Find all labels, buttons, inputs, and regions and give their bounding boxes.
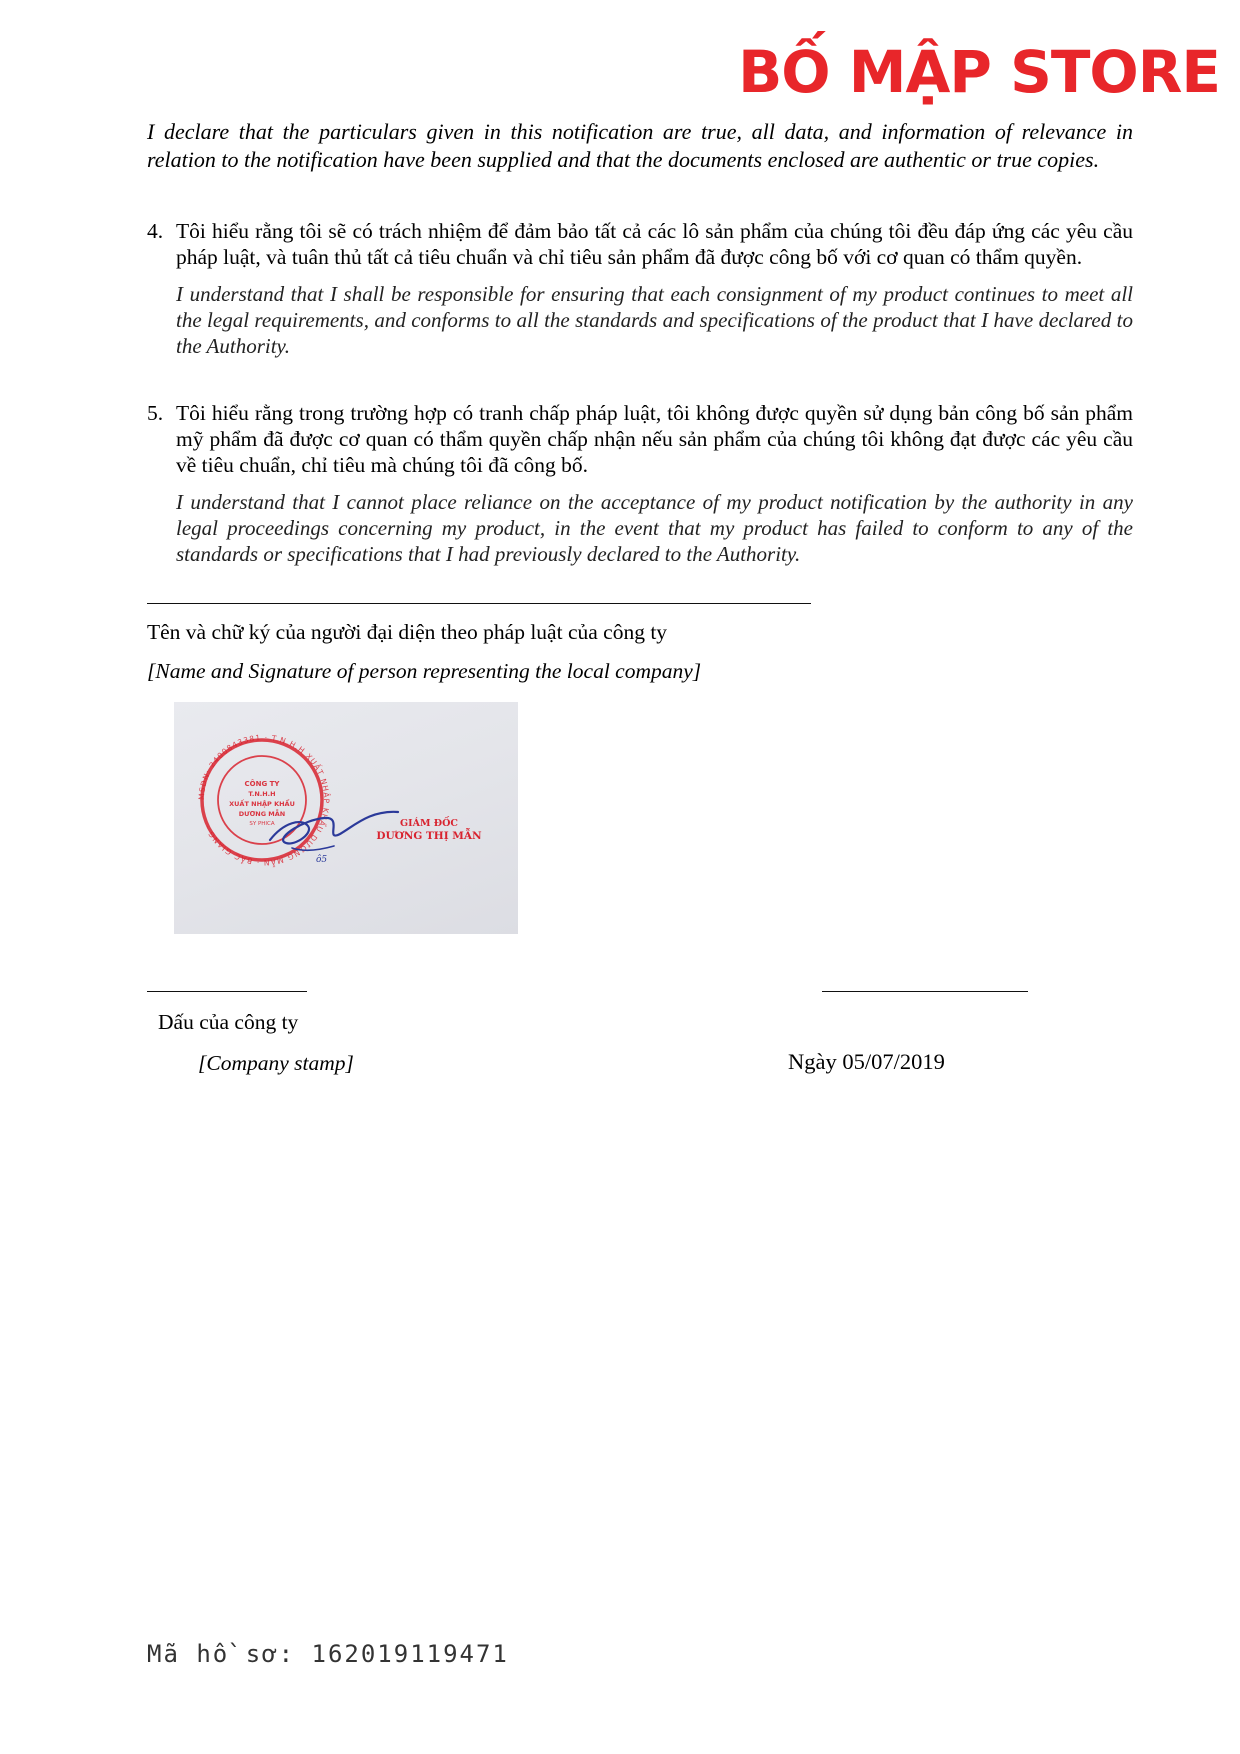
stamp-name: DƯƠNG THỊ MẪN [376, 830, 482, 842]
store-watermark: BỐ MẬP STORE [738, 38, 1220, 106]
declaration-item-4 [147, 218, 1133, 359]
stamp-title: GIÁM ĐỐC [400, 818, 458, 829]
item-text-en: I understand that I cannot place reliance on the acceptance of my product notification by the authority in any legal proceedings concerning my product, in the event that my product has failed to conform to any of the standards or specifications that I had previously declared to the Authority. [176, 490, 1133, 566]
company-seal [197, 733, 331, 868]
item-number: 4. [147, 219, 164, 243]
signature-line [147, 603, 811, 604]
declaration-item-5 [147, 400, 1133, 567]
company-stamp-label-vn: Dấu của công ty [158, 1010, 299, 1034]
svg-text:XUẤT NHẬP KHẨU: XUẤT NHẬP KHẨU [229, 800, 295, 808]
item-number: 5. [147, 401, 164, 425]
item-text-vn: Tôi hiểu rằng trong trường hợp có tranh chấp pháp luật, tôi không được quyền sử dụng bản công bố sản phẩm mỹ phẩm đã được cơ quan có thẩm quyền chấp nhận nếu sản phẩm của chúng tôi không đạt được các yêu cầu về tiêu chuẩn, chỉ tiêu mà chúng tôi đã công bố. [176, 401, 1133, 477]
stamp-drawing [174, 702, 518, 934]
document-date: Ngày 05/07/2019 [788, 1049, 945, 1074]
declaration-intro-en: I declare that the particulars given in this notification are true, all data, and information of relevance in relation to the notification have been supplied and that the documents enclosed are authentic or true copies. [147, 119, 1133, 172]
signature-label-vn: Tên và chữ ký của người đại diện theo pháp luật của công ty [147, 620, 668, 644]
svg-text:T.N.H.H: T.N.H.H [248, 790, 276, 798]
company-stamp-label-en: [Company stamp] [198, 1051, 354, 1075]
svg-text:DƯƠNG MẪN: DƯƠNG MẪN [238, 810, 286, 818]
file-code: Mã hồ sơ: 162019119471 [147, 1640, 509, 1668]
svg-text:CÔNG TY: CÔNG TY [244, 780, 280, 788]
signature-label-en: [Name and Signature of person representing the local company] [147, 659, 702, 683]
item-text-vn: Tôi hiểu rằng tôi sẽ có trách nhiệm để đảm bảo tất cả các lô sản phẩm của chúng tôi đều đáp ứng các yêu cầu pháp luật, và tuân thủ tất cả tiêu chuẩn và chỉ tiêu sản phẩm đã được công bố với cơ quan có thẩm quyền. [176, 219, 1133, 269]
svg-text:SY PHICA: SY PHICA [249, 821, 275, 827]
svg-text:MSDN: 2400843381 · T.N.H.H XUẤ: MSDN: 2400843381 · T.N.H.H XUẤT NHẬP KHẨU DƯƠNG MẪN · BẮC GIANG · [196, 732, 332, 868]
item-text-en: I understand that I shall be responsible for ensuring that each consignment of my product continues to meet all the legal requirements, and conforms to all the standards and specifications of the product that I have declared to the Authority. [176, 282, 1133, 358]
declaration-intro [147, 118, 1133, 174]
date-line [822, 991, 1028, 992]
company-stamp-line [147, 991, 307, 992]
signature-stamp-image [174, 702, 518, 934]
svg-text:ô5: ô5 [316, 855, 328, 865]
